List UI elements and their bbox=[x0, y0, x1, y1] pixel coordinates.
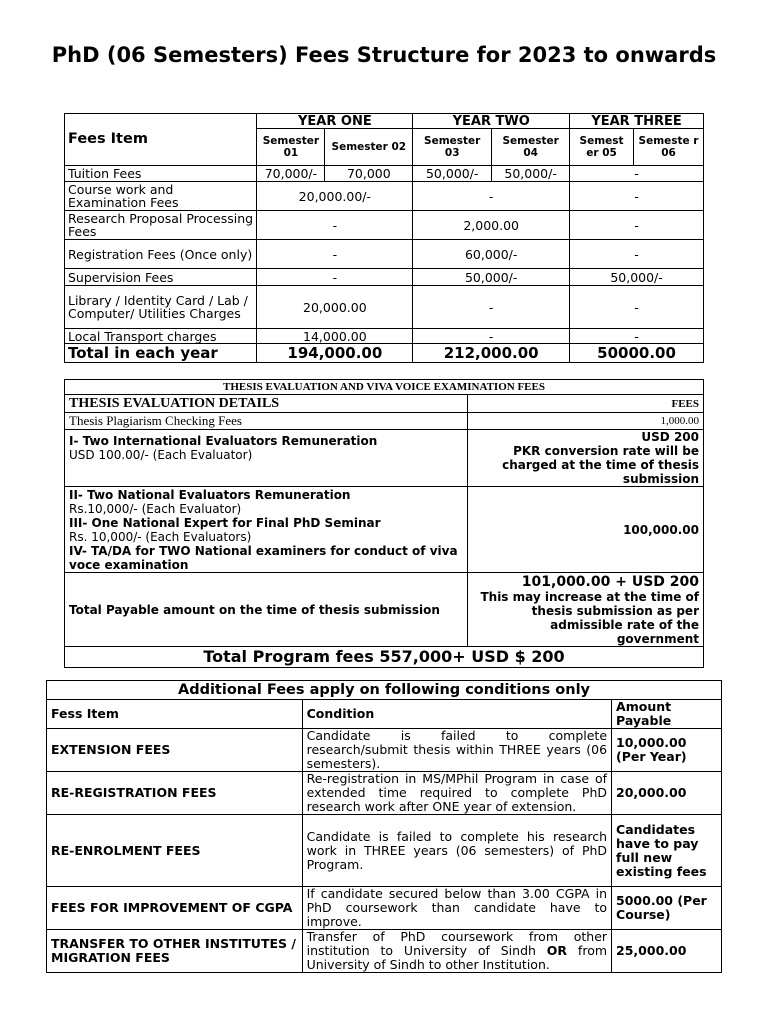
table-row bbox=[65, 211, 704, 240]
fee-amount: 5000.00 (Per Course) bbox=[612, 887, 722, 930]
row-label: Local Transport charges bbox=[65, 329, 257, 344]
item-header: Fess Item bbox=[47, 700, 303, 729]
cell-value: 70,000 bbox=[325, 166, 413, 182]
page-title: PhD (06 Semesters) Fees Structure for 2023 to onwards bbox=[51, 43, 717, 67]
cell-value: 50,000/- bbox=[413, 269, 570, 286]
semester-header: Semester 03 bbox=[413, 129, 492, 166]
semester-header: Semester 02 bbox=[325, 129, 413, 166]
plagiarism-label: Thesis Plagiarism Checking Fees bbox=[65, 413, 468, 430]
table-row bbox=[47, 887, 722, 930]
cell-value: 50,000/- bbox=[492, 166, 570, 182]
cell-value: - bbox=[257, 269, 413, 286]
condition-text: Transfer of PhD coursework from other institution to University of Sindh bbox=[306, 929, 608, 958]
cell-value: 20,000.00 bbox=[257, 286, 413, 329]
total-year-three: 50000.00 bbox=[570, 344, 704, 363]
table-row bbox=[65, 329, 704, 344]
fee-item: RE-REGISTRATION FEES bbox=[47, 772, 303, 815]
semester-header: Semest er 05 bbox=[570, 129, 634, 166]
table-row bbox=[65, 487, 704, 573]
fee-amount: 10,000.00 (Per Year) bbox=[612, 729, 722, 772]
fees-item-header: Fees Item bbox=[65, 114, 257, 166]
condition-or: OR bbox=[546, 943, 568, 958]
condition-text: from University of Sindh to other Institution. bbox=[306, 943, 608, 972]
amount-header: Amount Payable bbox=[612, 700, 722, 729]
cell-value: - bbox=[570, 182, 704, 211]
national-amount: 100,000.00 bbox=[468, 487, 704, 573]
cell-value: - bbox=[570, 286, 704, 329]
table-row bbox=[65, 182, 704, 211]
year-three-header: YEAR THREE bbox=[570, 114, 704, 129]
international-evaluators-title: I- Two International Evaluators Remuneration bbox=[69, 434, 378, 448]
thesis-evaluation-table bbox=[64, 379, 704, 668]
fee-amount: 25,000.00 bbox=[612, 930, 722, 973]
cell-value: - bbox=[413, 182, 570, 211]
row-label: Library / Identity Card / Lab / Computer/ Utilities Charges bbox=[65, 286, 257, 329]
payable-note: This may increase at the time of thesis submission as per admissible rate of the government bbox=[480, 589, 699, 646]
row-label: Registration Fees (Once only) bbox=[65, 240, 257, 269]
row-label: Research Proposal Processing Fees bbox=[65, 211, 257, 240]
row-label: Course work and Examination Fees bbox=[65, 182, 257, 211]
fee-amount: 20,000.00 bbox=[612, 772, 722, 815]
row-label: Tuition Fees bbox=[65, 166, 257, 182]
fee-condition: Re-registration in MS/MPhil Program in case of extended time required to complete PhD research work after ONE year of extension. bbox=[302, 772, 611, 815]
table-row bbox=[65, 240, 704, 269]
table-row bbox=[65, 286, 704, 329]
thesis-details-header: THESIS EVALUATION DETAILS bbox=[65, 395, 468, 413]
table-row bbox=[65, 269, 704, 286]
cell-value: 50,000/- bbox=[413, 166, 492, 182]
cell-value: - bbox=[257, 240, 413, 269]
table-row bbox=[65, 413, 704, 430]
cell-value: - bbox=[570, 240, 704, 269]
cell-value: 14,000.00 bbox=[257, 329, 413, 344]
cell-value: - bbox=[570, 166, 704, 182]
condition-header: Condition bbox=[302, 700, 611, 729]
table-row bbox=[47, 772, 722, 815]
cell-value: - bbox=[413, 329, 570, 344]
table-row bbox=[47, 729, 722, 772]
fee-amount: Candidates have to pay full new existing fees bbox=[612, 815, 722, 887]
international-amount: USD 200 bbox=[641, 430, 699, 444]
fee-item: RE-ENROLMENT FEES bbox=[47, 815, 303, 887]
additional-fees-table bbox=[46, 680, 722, 973]
year-two-header: YEAR TWO bbox=[413, 114, 570, 129]
fee-condition: If candidate secured below than 3.00 CGPA in PhD coursework than candidate have to improve. bbox=[302, 887, 611, 930]
payable-label: Total Payable amount on the time of thesis submission bbox=[65, 573, 468, 647]
tada-title: IV- TA/DA for TWO National examiners for conduct of viva voce examination bbox=[69, 543, 458, 572]
semester-header: Semester 04 bbox=[492, 129, 570, 166]
thesis-fees-header: FEES bbox=[468, 395, 704, 413]
fee-condition bbox=[302, 930, 611, 973]
cell-value: 20,000.00/- bbox=[257, 182, 413, 211]
total-year-two: 212,000.00 bbox=[413, 344, 570, 363]
fee-condition: Candidate is failed to complete his research work in THREE years (06 semesters) of PhD Program. bbox=[302, 815, 611, 887]
international-evaluators-sub: USD 100.00/- (Each Evaluator) bbox=[69, 448, 253, 462]
row-label: Supervision Fees bbox=[65, 269, 257, 286]
program-total: Total Program fees 557,000+ USD $ 200 bbox=[65, 647, 704, 668]
semester-header: Semester 01 bbox=[257, 129, 325, 166]
fee-item: EXTENSION FEES bbox=[47, 729, 303, 772]
national-expert-title: III- One National Expert for Final PhD Seminar bbox=[69, 515, 381, 530]
national-expert-sub: Rs. 10,000/- (Each Evaluators) bbox=[69, 529, 252, 544]
national-evaluators-sub: Rs.10,000/- (Each Evaluator) bbox=[69, 501, 242, 516]
semester-header: Semeste r 06 bbox=[634, 129, 704, 166]
cell-value: - bbox=[257, 211, 413, 240]
thesis-heading: THESIS EVALUATION AND VIVA VOICE EXAMINATION FEES bbox=[65, 380, 704, 395]
fees-structure-table bbox=[64, 113, 704, 363]
international-note: PKR conversion rate will be charged at the time of thesis submission bbox=[502, 444, 699, 486]
total-year-one: 194,000.00 bbox=[257, 344, 413, 363]
cell-value: - bbox=[413, 286, 570, 329]
cell-value: 50,000/- bbox=[570, 269, 704, 286]
year-one-header: YEAR ONE bbox=[257, 114, 413, 129]
total-row bbox=[65, 344, 704, 363]
cell-value: 2,000.00 bbox=[413, 211, 570, 240]
table-row bbox=[47, 815, 722, 887]
fee-condition: Candidate is failed to complete research/submit thesis within THREE years (06 semesters). bbox=[302, 729, 611, 772]
cell-value: - bbox=[570, 211, 704, 240]
fee-item: FEES FOR IMPROVEMENT OF CGPA bbox=[47, 887, 303, 930]
table-row bbox=[65, 430, 704, 487]
table-row bbox=[47, 930, 722, 973]
cell-value: - bbox=[570, 329, 704, 344]
table-row bbox=[65, 166, 704, 182]
cell-value: 60,000/- bbox=[413, 240, 570, 269]
national-evaluators-title: II- Two National Evaluators Remuneration bbox=[69, 487, 351, 502]
table-row bbox=[65, 573, 704, 647]
additional-fees-heading: Additional Fees apply on following conditions only bbox=[47, 681, 722, 700]
cell-value: 70,000/- bbox=[257, 166, 325, 182]
payable-amount: 101,000.00 + USD 200 bbox=[521, 573, 699, 590]
plagiarism-amount: 1,000.00 bbox=[468, 413, 704, 430]
total-label: Total in each year bbox=[65, 344, 257, 363]
fee-item: TRANSFER TO OTHER INSTITUTES / MIGRATION FEES bbox=[47, 930, 303, 973]
